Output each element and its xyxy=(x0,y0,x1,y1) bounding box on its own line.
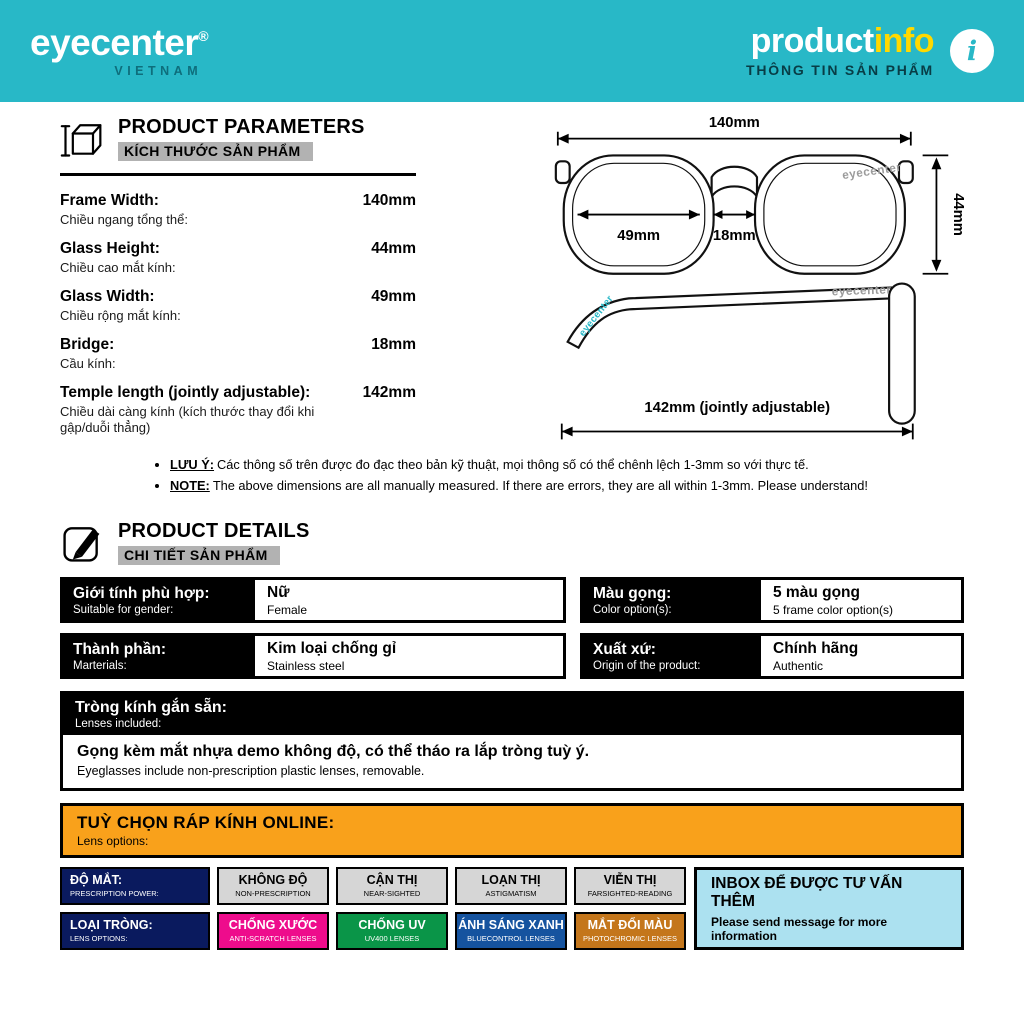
row-value-en: Female xyxy=(267,602,308,617)
param-label: Bridge: xyxy=(60,335,115,353)
brand-country: VIETNAM xyxy=(114,64,203,78)
param-row-glass-height xyxy=(60,240,416,277)
param-value: 140mm xyxy=(362,192,416,209)
note-text: Các thông số trên được đo đạc theo bản kỹ thuật, mọi thông số có thể chênh lệch 1-3mm so với thực tế. xyxy=(217,457,809,473)
table-row-origin xyxy=(580,633,964,679)
option-chip-astigmatism xyxy=(455,867,567,905)
option-chip-uv400 xyxy=(336,912,448,950)
param-label: Glass Width: xyxy=(60,287,155,305)
option-label-en: PRESCRIPTION POWER: xyxy=(70,889,159,899)
parameters-titles xyxy=(118,116,365,161)
param-sublabel: Chiều rộng mắt kính: xyxy=(60,307,181,323)
lens-watermark: eyecenter xyxy=(841,159,903,183)
option-chip-farsighted xyxy=(574,867,686,905)
row-value: Chính hãng xyxy=(773,639,859,657)
lens-options-title: TUỲ CHỌN RÁP KÍNH ONLINE: xyxy=(77,813,335,832)
note-text: The above dimensions are all manually measured. If there are errors, they are all within 1-3mm. Please understand! xyxy=(212,478,868,494)
param-row-temple-length xyxy=(60,384,416,438)
row-label-en: Suitable for gender: xyxy=(73,603,174,616)
header-title-block xyxy=(746,24,934,78)
header-bar xyxy=(0,0,1024,102)
details-tables xyxy=(60,577,964,679)
row-value-en: Authentic xyxy=(773,658,824,673)
content xyxy=(0,102,1024,950)
row-value-cell xyxy=(761,636,961,676)
option-label-en: ANTI-SCRATCH LENSES xyxy=(229,934,317,944)
divider xyxy=(60,173,416,176)
lenses-included-value-en: Eyeglasses include non-prescription plastic lenses, removable. xyxy=(77,764,425,778)
pencil-icon xyxy=(60,521,104,565)
option-label: LOẠN THỊ xyxy=(481,873,541,888)
param-label: Frame Width: xyxy=(60,192,159,209)
dimension-label-lens-width: 49mm xyxy=(617,228,661,245)
row-label-cell xyxy=(63,636,255,676)
option-chip-photochromic xyxy=(574,912,686,950)
temple-tip-watermark: eyecenter xyxy=(577,293,616,339)
info-icon-letter: i xyxy=(966,35,978,67)
param-row-frame-width xyxy=(60,192,416,229)
param-sublabel: Cầu kính: xyxy=(60,355,116,371)
lenses-included-body xyxy=(63,735,961,788)
param-value: 49mm xyxy=(371,287,416,305)
brand-logo xyxy=(30,24,208,78)
table-row-colors xyxy=(580,577,964,623)
brand-wordmark xyxy=(30,24,208,61)
option-label-en: LENS OPTIONS: xyxy=(70,934,128,944)
option-label-en: ASTIGMATISM xyxy=(485,889,537,899)
option-label-en: NON-PRESCRIPTION xyxy=(235,889,311,899)
param-row-bridge xyxy=(60,336,416,373)
inbox-cta-label: INBOX ĐỂ ĐƯỢC TƯ VẤN THÊM xyxy=(711,874,903,910)
option-chip-near-sighted xyxy=(336,867,448,905)
inbox-cta-box xyxy=(694,867,964,950)
row-label: Xuất xứ: xyxy=(593,640,656,658)
lens-options-grid xyxy=(60,867,964,950)
param-row-glass-width xyxy=(60,288,416,325)
row-label-cell xyxy=(583,636,761,676)
option-chip-bluecontrol xyxy=(455,912,567,950)
lens-options-banner xyxy=(60,803,964,858)
glasses-dimension-diagram xyxy=(544,114,968,459)
row-value: Nữ xyxy=(267,583,290,601)
row-value: Kim loại chống gỉ xyxy=(267,639,397,657)
option-chip-anti-scratch xyxy=(217,912,329,950)
option-label-en: NEAR-SIGHTED xyxy=(363,889,421,899)
note-item-en xyxy=(170,476,962,496)
option-label: ÁNH SÁNG XANH xyxy=(458,918,564,933)
dimensions-icon xyxy=(60,117,104,161)
param-sublabel: Chiều ngang tổng thể: xyxy=(60,212,188,227)
row-value: 5 màu gọng xyxy=(773,583,860,601)
option-label: KHÔNG ĐỘ xyxy=(238,873,308,888)
option-label: CHỐNG XƯỚC xyxy=(228,918,318,933)
row-value-cell xyxy=(761,580,961,620)
option-label-en: FARSIGHTED-READING xyxy=(587,889,673,899)
param-label: Glass Height: xyxy=(60,239,160,257)
row-label-cell xyxy=(63,580,255,620)
row-label: Màu gọng: xyxy=(593,584,672,602)
row-value-en: Stainless steel xyxy=(267,658,345,673)
header-right xyxy=(746,24,994,78)
row-value-en: 5 frame color option(s) xyxy=(773,602,894,617)
row-value-cell xyxy=(255,580,563,620)
registered-mark: ® xyxy=(198,28,209,44)
option-label: MẮT ĐỔI MÀU xyxy=(587,918,673,933)
row-label: Thành phần: xyxy=(73,640,166,658)
option-label: LOẠI TRÒNG: xyxy=(70,918,153,933)
brand-center: center xyxy=(90,22,199,63)
temple-watermark: eyecenter xyxy=(831,282,892,299)
parameters-subtitle: KÍCH THƯỚC SẢN PHẨM xyxy=(118,142,313,161)
note-prefix: LƯU Ý: xyxy=(170,457,215,473)
table-row-gender xyxy=(60,577,566,623)
lenses-included-header xyxy=(63,694,961,735)
parameters-title: PRODUCT PARAMETERS xyxy=(118,116,365,138)
title-info: info xyxy=(873,22,934,60)
param-value: 142mm xyxy=(362,383,416,401)
option-label: VIỄN THỊ xyxy=(603,873,657,888)
option-chip-non-prescription xyxy=(217,867,329,905)
lenses-included-box xyxy=(60,691,964,791)
info-icon xyxy=(950,29,994,73)
option-label: CHỐNG UV xyxy=(358,918,426,933)
row-label-en: Marterials: xyxy=(73,659,127,672)
dimension-label-temple-length: 142mm (jointly adjustable) xyxy=(644,399,831,416)
details-titles xyxy=(118,520,310,565)
row-label-en: Color option(s): xyxy=(593,603,672,616)
option-label: ĐỘ MẮT: xyxy=(70,873,123,888)
row-value-cell xyxy=(255,636,563,676)
title-product: product xyxy=(750,22,874,60)
parameter-list xyxy=(60,192,416,437)
note-prefix: NOTE: xyxy=(170,478,210,494)
details-header xyxy=(60,520,964,565)
brand-eye: eye xyxy=(30,22,91,63)
lenses-included-label: Tròng kính gắn sẵn: xyxy=(75,699,228,716)
param-value: 44mm xyxy=(371,239,416,257)
details-subtitle: CHI TIẾT SẢN PHẨM xyxy=(118,546,280,565)
section-details xyxy=(60,520,964,950)
option-label-en: BLUECONTROL LENSES xyxy=(467,934,555,944)
param-value: 18mm xyxy=(371,335,416,353)
option-label-en: PHOTOCHROMIC LENSES xyxy=(582,934,678,944)
details-table-right xyxy=(580,577,964,679)
notes-list xyxy=(152,455,962,496)
page-title xyxy=(746,24,934,58)
lens-options-title-en: Lens options: xyxy=(77,834,149,848)
dimension-label-frame-width: 140mm xyxy=(708,114,760,131)
lenses-included-label-en: Lenses included: xyxy=(75,718,162,730)
inbox-cta-sub: Please send message for more information xyxy=(711,914,888,943)
row-label: Giới tính phù hợp: xyxy=(73,584,210,602)
details-title: PRODUCT DETAILS xyxy=(118,520,310,542)
section-parameters xyxy=(60,114,967,496)
option-label: CẬN THỊ xyxy=(366,873,418,888)
row-label-en: Origin of the product: xyxy=(593,659,701,672)
option-header-prescription-power xyxy=(60,867,210,905)
lenses-included-value: Gọng kèm mắt nhựa demo không độ, có thể tháo ra lắp tròng tuỳ ý. xyxy=(77,743,590,760)
page-subtitle: THÔNG TIN SẢN PHẨM xyxy=(746,62,934,78)
param-sublabel: Chiều cao mắt kính: xyxy=(60,259,176,275)
dimension-label-bridge: 18mm xyxy=(712,228,756,245)
param-label: Temple length (jointly adjustable): xyxy=(60,383,311,401)
option-label-en: UV400 LENSES xyxy=(364,934,420,944)
option-header-lens-options xyxy=(60,912,210,950)
row-label-cell xyxy=(583,580,761,620)
table-row-materials xyxy=(60,633,566,679)
param-sublabel: Chiều dài càng kính (kích thước thay đổi khi gập/duỗi thẳng) xyxy=(60,403,315,436)
dimension-label-frame-height: 44mm xyxy=(950,193,967,236)
details-table-left xyxy=(60,577,566,679)
